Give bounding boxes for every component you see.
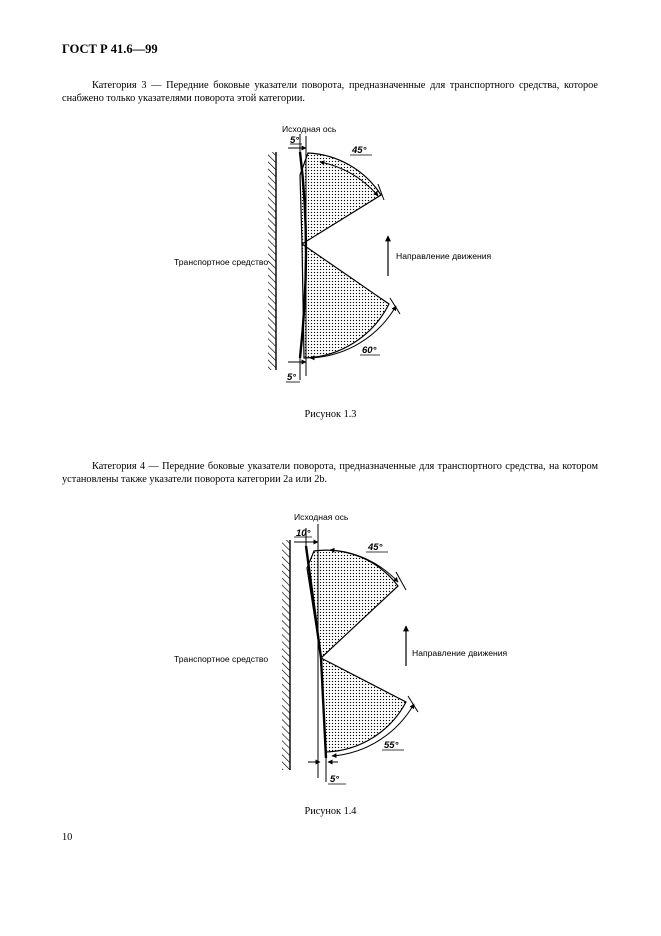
lower-sector-angle: 60°	[362, 345, 377, 356]
upper-sector-angle: 45°	[352, 145, 367, 156]
paragraph-category-4: Категория 4 — Передние боковые указатели поворота, предназначенные для транспортного средства, на котором установлены также указатели поворота категории 2а или 2b.	[62, 461, 598, 485]
top-axis-angle: 5°	[290, 135, 300, 146]
lower-visibility-sector	[302, 244, 389, 358]
vehicle-wall-hatch	[282, 540, 290, 770]
direction-label: Направление движения	[412, 648, 508, 658]
page-number: 10	[62, 832, 73, 843]
figure-1-4-diagram	[160, 506, 520, 788]
upper-sector-angle: 45°	[368, 542, 383, 553]
document-header: ГОСТ Р 41.6—99	[62, 42, 158, 56]
reference-axis-label: Исходная ось	[294, 512, 349, 522]
bottom-axis-angle: 5°	[287, 372, 297, 383]
upper-visibility-sector	[300, 153, 381, 244]
vehicle-wall-hatch	[268, 152, 276, 370]
figure-1-3-diagram	[160, 118, 520, 390]
lower-sector-tick	[390, 298, 400, 314]
vehicle-label: Транспортное средство	[174, 654, 269, 664]
paragraph-category-3: Категория 3 — Передние боковые указатели поворота, предназначенные для транспортного средства, которое снабжено только указателями поворота этой категории.	[62, 80, 598, 104]
direction-label: Направление движения	[396, 251, 492, 261]
lower-visibility-sector	[321, 658, 406, 752]
upper-visibility-sector	[307, 550, 398, 658]
reference-axis-label: Исходная ось	[282, 124, 337, 134]
top-axis-angle: 10°	[296, 528, 311, 539]
lower-sector-tick	[408, 696, 418, 712]
bottom-axis-angle: 5°	[330, 774, 340, 785]
figure-1-3	[160, 118, 520, 390]
figure-1-3-caption: Рисунок 1.3	[304, 409, 357, 420]
figure-1-4	[160, 506, 520, 788]
vehicle-label: Транспортное средство	[174, 257, 269, 267]
lower-sector-angle: 55°	[384, 740, 399, 751]
figure-1-4-caption: Рисунок 1.4	[304, 806, 357, 817]
